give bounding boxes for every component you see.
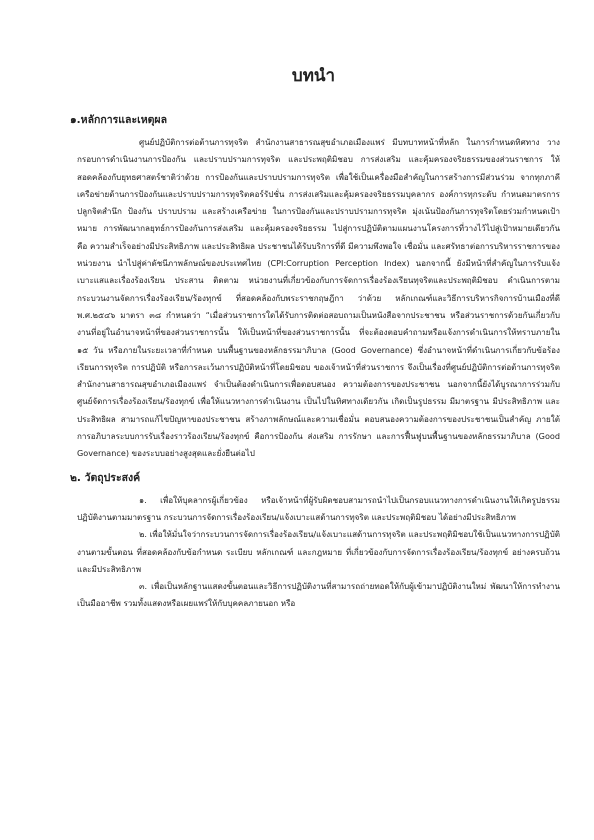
objective-item-2: ๒. เพื่อให้มั่นใจว่ากระบวนการจัดการเรื่องร้องเรียน/แจ้งเบาะแสด้านการทุจริต และประพฤติมิชอบใช้เป็นแนวทางการปฏิบัติงานตามขั้นตอน ที่สอดคล้องกับข้อกำหนด ระเบียบ หลักเกณฑ์ และกฎหมาย ที่เกี่ยวข้องกับการจัดการเรื่องร้องเรียน/ร้องทุกข์ อย่างครบถ้วนและมีประสิทธิภาพ <box>77 529 560 574</box>
objective-item-3: ๓. เพื่อเป็นหลักฐานแสดงขั้นตอนและวิธีการปฏิบัติงานที่สามารถถ่ายทอดให้กับผู้เข้ามาปฏิบัติงานใหม่ พัฒนาให้การทำงานเป็นมืออาชีพ รวมทั้งแสดงหรือเผยแพร่ให้กับบุคคลภายนอก หรือ <box>77 581 560 609</box>
objective-item-1: ๑. เพื่อให้บุคลากรผู้เกี่ยวข้อง หรือเจ้าหน้าที่ผู้รับผิดชอบสามารถนำไปเป็นกรอบแนวทางการดำเนินงานให้เกิดรูปธรรม ปฏิบัติงานตามมาตรฐาน กระบวนการจัดการเรื่องร้องเรียน/แจ้งเบาะแสด้านการทุจริต และประพฤติมิชอบ ได้อย่างมีประสิทธิภาพ <box>77 494 560 522</box>
section-heading-principles: ๑.หลักการและเหตุผล <box>70 114 168 126</box>
document-title: บทนำ <box>291 66 336 86</box>
section-heading-objectives: ๒. วัตถุประสงค์ <box>70 471 141 484</box>
principles-paragraph: ศูนย์ปฏิบัติการต่อต้านการทุจริต สำนักงานสาธารณสุขอำเภอเมืองแพร่ มีบทบาทหน้าที่หลัก ในการกำหนดทิศทาง วางกรอบการดำเนินงานการป้องกัน และปราบปรามการทุจริต และประพฤติมิชอบ การส่งเสริม และคุ้มครองจริยธรรมของส่วนราชการ ให้สอดคล้องกับยุทธศาสตร์ชาติว่าด้วย การป้องกันและปราบปรามการทุจริต เพื่อใช้เป็นเครื่องมือสำคัญในการสร้างการมีส่วนร่วม จากทุกภาคีเครือข่ายด้านการป้องกันและปราบปรามการทุจริตคอร์รัปชั่น การส่งเสริมและคุ้มครองจริยธรรมบุคลากร องค์การทุกระดับ กำหนดมาตรการปลูกจิตสำนึก ป้องกัน ปราบปราม และสร้างเครือข่าย ในการป้องกันและปราบปรามการทุจริต มุ่งเน้นป้องกันการทุจริตโดยร่วมกำหนดเป้าหมาย การพัฒนากลยุทธ์การป้องกันการส่งเสริม และคุ้มครองจริยธรรม ไปสู่การปฏิบัติตามแผนงานโครงการที่วางไว้ไปสู่เป้าหมายเดียวกัน คือ ความสำเร็จอย่างมีประสิทธิภาพ และประสิทธิผล ประชาชนได้รับบริการที่ดี มีความพึงพอใจ เชื่อมั่น และศรัทธาต่อการบริหารราชการของหน่วยงาน นำไปสู่ค่าดัชนีภาพลักษณ์ของประเทศไทย (CPI:Corruption Perception Index) นอกจากนี้ ยังมีหน้าที่สำคัญในการรับแจ้งเบาะแสและเรื่องร้องเรียน ประสาน ติดตาม หน่วยงานที่เกี่ยวข้องกับการจัดการเรื่องร้องเรียนทุจริตและประพฤติมิชอบ ดำเนินการตามกระบวนงานจัดการเรื่องร้องเรียน/ร้องทุกข์ ที่สอดคล้องกับพระราชกฤษฎีกา ว่าด้วย หลักเกณฑ์และวิธีการบริหารกิจการบ้านเมืองที่ดี พ.ศ.๒๕๔๖ มาตรา ๓๘ กำหนดว่า “เมื่อส่วนราชการใดได้รับการติดต่อสอบถามเป็นหนังสือจากประชาชน หรือส่วนราชการด้วยกันเกี่ยวกับงานที่อยู่ในอำนาจหน้าที่ของส่วนราชการนั้น ให้เป็นหน้าที่ของส่วนราชการนั้น ที่จะต้องตอบคำถามหรือแจ้งการดำเนินการให้ทราบภายใน ๑๕ วัน หรือภายในระยะเวลาที่กำหนด บนพื้นฐานของหลักธรรมาภิบาล (Good Governance) ซึ่งอำนาจหน้าที่ดำเนินการเกี่ยวกับข้อร้องเรียนการทุจริต การปฏิบัติ หรือการละเว้นการปฏิบัติหน้าที่โดยมิชอบ ของเจ้าหน้าที่ส่วนราชการ จึงเป็นเรื่องที่ศูนย์ปฏิบัติการต่อต้านการทุจริต สำนักงานสาธารณสุขอำเภอเมืองแพร่ จำเป็นต้องดำเนินการเพื่อตอบสนอง ความต้องการของประชาชน นอกจากนี้ยังได้บูรณาการร่วมกับศูนย์จัดการเรื่องร้องเรียน/ร้องทุกข์ เพื่อให้แนวทางการดำเนินงาน เป็นไปในทิศทางเดียวกัน เกิดเป็นรูปธรรม มีมาตรฐาน มีประสิทธิภาพ และประสิทธิผล สามารถแก้ไขปัญหาของประชาชน สร้างภาพลักษณ์และความเชื่อมั่น ตอบสนองความต้องการของประชาชนเป็นสำคัญ ภายใต้การอภิบาลระบบการรับเรื่องราวร้องเรียน/ร้องทุกข์ คือการป้องกัน ส่งเสริม การรักษา และการฟื้นฟูบนพื้นฐานของหลักธรรมาภิบาล (Good Governance) ของระบบอย่างสูงสุดและยั่งยืนต่อไป <box>77 137 560 459</box>
